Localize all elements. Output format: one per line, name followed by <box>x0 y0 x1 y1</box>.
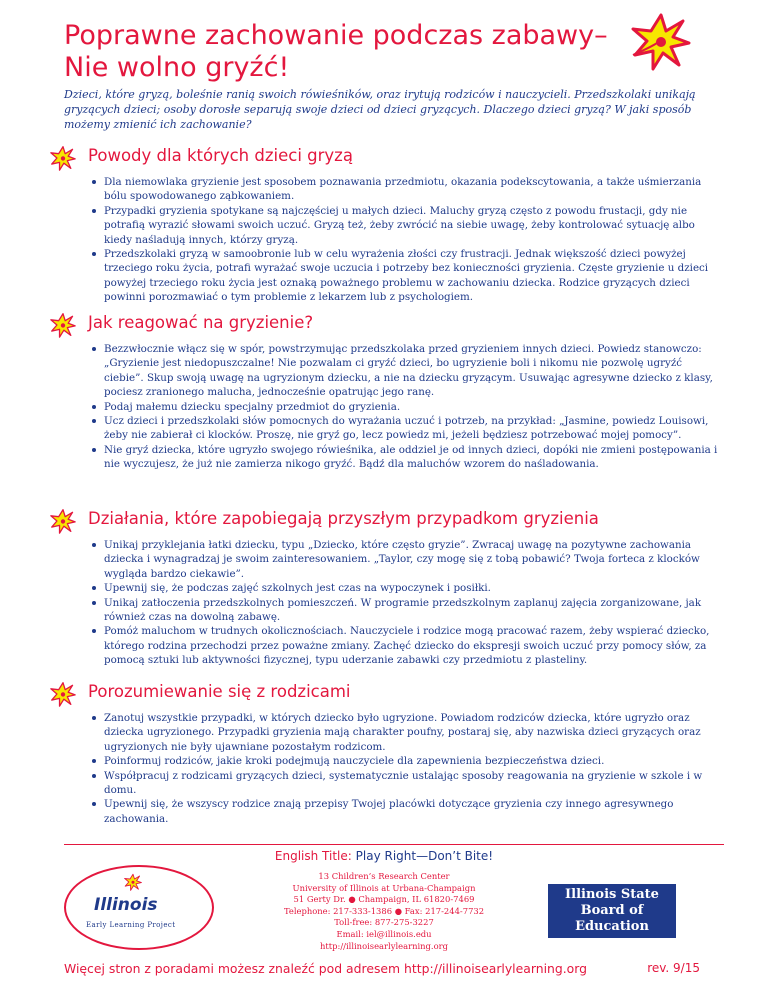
address-line: Toll-free: 877-275-3227 <box>334 917 434 928</box>
star-burst-icon <box>631 11 691 71</box>
isbe-logo <box>548 884 676 938</box>
star-burst-icon <box>48 145 78 171</box>
section-communication <box>48 681 718 826</box>
section-prevention <box>48 508 718 668</box>
title-line-1: Poprawne zachowanie podczas zabawy– <box>64 20 608 51</box>
footer-divider <box>64 844 724 845</box>
address-line[interactable]: http://illinoisearlylearning.org <box>320 940 448 951</box>
logo-subtitle: Early Learning Project <box>86 921 176 929</box>
english-title-text: Play Right—Don’t Bite! <box>355 849 494 863</box>
star-burst-icon <box>48 681 78 707</box>
list-item: Unikaj zatłoczenia przedszkolnych pomieszczeń. W programie przedszkolnym zaplanuj zajęcia zorganizowane, jak również czas na dowolną zabawę. <box>92 596 718 625</box>
isbe-logo-line-2: Board of Education <box>575 903 649 934</box>
list-item: Nie gryź dziecka, które ugryzło swojego rówieśnika, ale oddziel je od innych dzieci, dopóki nie zmieni postępowania i nie wyczujesz, że już nie zamierza nikogo gryźć. Bądź dla maluchów wzorem do naśladowania. <box>92 443 718 472</box>
isbe-logo-line-1: Illinois State <box>565 887 659 902</box>
list-item: Podaj małemu dziecku specjalny przedmiot do gryzienia. <box>92 400 718 414</box>
star-burst-icon <box>48 312 78 338</box>
list-item: Upewnij się, że podczas zajęć szkolnych jest czas na wypoczynek i posiłki. <box>92 581 718 595</box>
list-item: Upewnij się, że wszyscy rodzice znają przepisy Twojej placówki dotyczące gryzienia czy innego agresywnego zachowania. <box>92 797 718 826</box>
logo-word: Illinois <box>94 895 158 915</box>
intro-paragraph: Dzieci, które gryzą, boleśnie ranią swoich rówieśników, oraz irytują rodziców i nauczycieli. Przedszkolaki unikają gryzących dzieci; osoby dorosłe separują swoje dzieci od dzieci gryzących. Dlaczego dzieci gryzą? W jaki sposób możemy zmienić ich zachowanie? <box>64 88 696 131</box>
section-title: Powody dla których dzieci gryzą <box>88 146 353 165</box>
section-how-to-react <box>48 312 718 472</box>
more-pages-link[interactable]: Więcej stron z poradami możesz znaleźć pod adresem http://illinoisearlylearning.org <box>64 961 587 976</box>
star-burst-icon <box>124 873 142 891</box>
contact-address <box>264 871 504 952</box>
section-header <box>48 681 718 711</box>
list-item: Unikaj przyklejania łatki dziecku, typu „Dziecko, które często gryzie”. Zwracaj uwagę na pozytywne zachowania dziecka i wynagradzaj je swoim zainteresowaniem. „Taylor, czy mogę się z tobą pobawić? Twoja forteca z klocków wygląda bardzo ciekawie”. <box>92 538 718 581</box>
bullet-list <box>48 711 718 826</box>
section-header <box>48 312 718 342</box>
list-item: Bezzwłocznie włącz się w spór, powstrzymując przedszkolaka przed gryzieniem innych dzieci. Powiedz stanowczo: „Gryzienie jest niedopuszczalne! Nie pozwalam ci gryźć dzieci, bo ugryzienie boli i nikomu nie pozwolę ugryźć ciebie”. Skup swoją uwagę na ugryzionym dziecku, a nie na dziecku gryzącym. Usuwając agresywne dziecko z klasy, pociesz zranionego malucha, jednocześnie opatrując jego ranę. <box>92 342 718 400</box>
address-line: University of Illinois at Urbana-Champaign <box>292 882 476 893</box>
english-title-label: English Title: <box>274 849 352 863</box>
bullet-list <box>48 175 718 305</box>
revision-label: rev. 9/15 <box>647 961 700 975</box>
english-title <box>0 849 768 863</box>
address-line: 13 Children’s Research Center <box>318 871 450 881</box>
section-reasons <box>48 145 718 305</box>
address-line[interactable]: Email: iel@illinois.edu <box>336 928 432 939</box>
section-header <box>48 145 718 175</box>
title-line-2: Nie wolno gryźć! <box>64 52 290 83</box>
address-line: 51 Gerty Dr. ● Champaign, IL 61820-7469 <box>293 894 475 905</box>
bullet-list <box>48 538 718 668</box>
bullet-list <box>48 342 718 472</box>
list-item: Przedszkolaki gryzą w samoobronie lub w celu wyrażenia złości czy frustracji. Jednak większość dzieci powyżej trzeciego roku życia, potrafi wyrażać swoje uczucia i potrzeby bez konieczności gryzienia. Częste gryzienie u dzieci powyżej trzeciego roku życia jest oznaką poważnego problemu w zachowaniu dziecka. Rodzice gryzących dzieci powinni porozmawiać o tym problemie z lekarzem lub z psychologiem. <box>92 247 718 305</box>
address-line: Telephone: 217-333-1386 ● Fax: 217-244-7732 <box>283 905 485 916</box>
section-title: Jak reagować na gryzienie? <box>88 313 314 332</box>
illinois-early-learning-logo <box>64 865 214 950</box>
list-item: Zanotuj wszystkie przypadki, w których dziecko było ugryzione. Powiadom rodziców dziecka, które ugryzło oraz dziecka ugryzionego. Przypadki gryzienia mają charakter poufny, postaraj się, aby nazwiska dzieci gryzących oraz ugryzionych nie były ujawniane pozostałym rodzicom. <box>92 711 718 754</box>
list-item: Poinformuj rodziców, jakie kroki podejmują nauczyciele dla zapewnienia bezpieczeństwa dzieci. <box>92 754 718 768</box>
star-burst-icon <box>48 508 78 534</box>
list-item: Przypadki gryzienia spotykane są najczęściej u małych dzieci. Maluchy gryzą często z powodu frustacji, gdy nie potrafią wyrazić słowami swoich uczuć. Gryzą też, żeby zwrócić na siebie uwagę, żeby kontrolować sytuację albo kiedy naśladują innych, którzy gryzą. <box>92 204 718 247</box>
section-title: Działania, które zapobiegają przyszłym przypadkom gryzienia <box>88 509 599 528</box>
list-item: Współpracuj z rodzicami gryzących dzieci, systematycznie ustalając sposoby reagowania na gryzienie w szkole i w domu. <box>92 769 718 798</box>
list-item: Dla niemowlaka gryzienie jest sposobem poznawania przedmiotu, okazania podekscytowania, a także uśmierzania bólu spowodowanego ząbkowaniem. <box>92 175 718 204</box>
page-title <box>64 20 644 84</box>
list-item: Pomóż maluchom w trudnych okolicznościach. Nauczyciele i rodzice mogą pracować razem, żeby wspierać dziecko, którego rodzina przechodzi przez poważne zmiany. Zachęć dziecko do ekspresji swoich uczuć przy pomocy słów, za pomocą sztuki lub aktywności fizycznej, typu uderzanie zabawki czy przedmiotu z plasteliny. <box>92 624 718 667</box>
list-item: Ucz dzieci i przedszkolaki słów pomocnych do wyrażania uczuć i potrzeb, na przykład: „Jasmine, powiedz Louisowi, żeby nie zabierał ci klocków. Proszę, nie gryź go, lecz powiedz mi, jeżeli będziesz potrzebować mojej pomocy”. <box>92 414 718 443</box>
section-title: Porozumiewanie się z rodzicami <box>88 682 351 701</box>
section-header <box>48 508 718 538</box>
